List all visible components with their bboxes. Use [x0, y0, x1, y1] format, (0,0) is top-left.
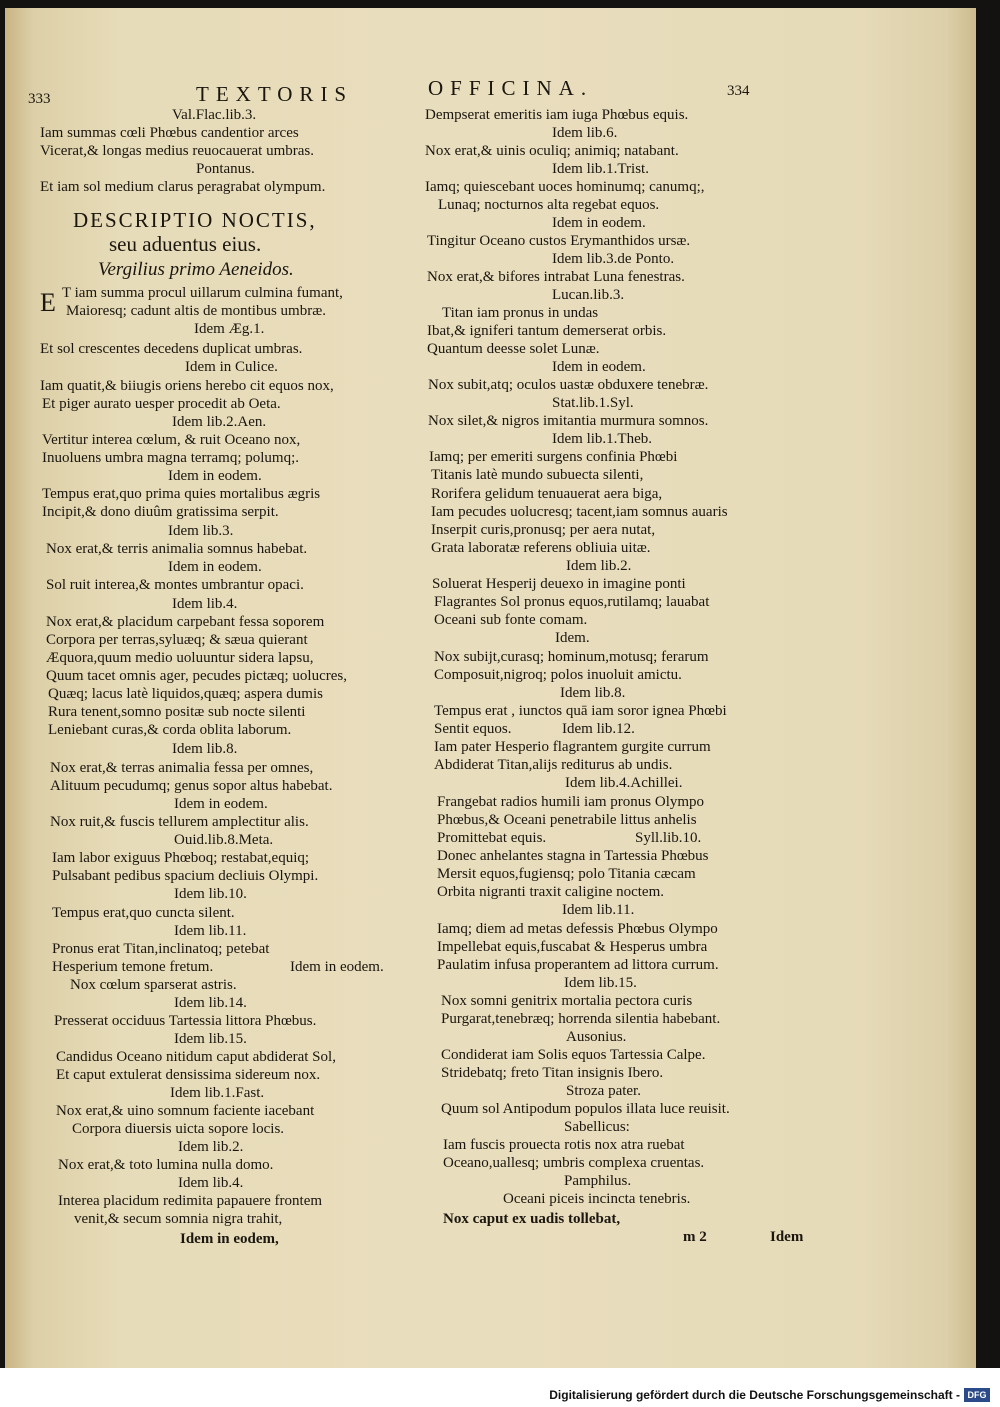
text-line: Idem lib.15.: [564, 975, 637, 991]
text-line: Corpora diuersis uicta sopore locis.: [72, 1121, 285, 1137]
text-line: Idem in eodem.: [552, 215, 646, 231]
text-line: Et iam sol medium clarus peragrabat olympum.: [40, 179, 326, 195]
text-line: Idem lib.14.: [174, 995, 247, 1011]
text-line: Idem lib.1.Theb.: [552, 431, 652, 447]
text-line: Idem lib.4.: [172, 596, 238, 612]
text-line: Idem in eodem.: [552, 359, 646, 375]
text-line: Candidus Oceano nitidum caput abdiderat Sol,: [56, 1049, 336, 1065]
text-line: Tempus erat , iunctos quā iam soror ignea Phœbi: [434, 703, 727, 719]
text-line: Et caput extulerat densissima sidereum nox.: [56, 1067, 321, 1083]
text-line: Impellebat equis,fuscabat & Hesperus umbra: [437, 939, 708, 955]
text-line: Purgarat,tenebræq; horrenda silentia habebant.: [441, 1011, 721, 1027]
text-line: Grata laboratæ referens obliuia uitæ.: [431, 540, 651, 556]
text-line: Nox silet,& nigros imitantia murmura somnos.: [428, 413, 709, 429]
text-line: Nox erat,& placidum carpebant fessa soporem: [46, 614, 325, 630]
text-line: Abdiderat Titan,alijs rediturus ab undis.: [434, 757, 673, 773]
text-line: Æquora,quum medio uoluuntur sidera lapsu,: [46, 650, 314, 666]
text-line: Donec anhelantes stagna in Tartessia Phœbus: [437, 848, 709, 864]
text-line: Nox erat,& toto lumina nulla domo.: [58, 1157, 274, 1173]
text-line: Soluerat Hesperij deuexo in imagine ponti: [432, 576, 686, 592]
text-line: Idem lib.11.: [562, 902, 635, 918]
text-line: Iam labor exiguus Phœboq; restabat,equiq;: [52, 850, 310, 866]
text-line: Quæq; lacus latè liquidos,quæq; aspera dumis: [48, 686, 323, 702]
text-line: Val.Flac.lib.3.: [172, 107, 257, 123]
text-line: Idem Æg.1.: [194, 321, 265, 337]
text-line: Nox erat,& terras animalia fessa per omnes,: [50, 760, 314, 776]
text-line: Inserpit curis,pronusq; per aera nutat,: [431, 522, 656, 538]
text-line: Iamq; per emeriti surgens confinia Phœbi: [429, 449, 678, 465]
text-line: Ouid.lib.8.Meta.: [174, 832, 274, 848]
text-line: Idem in Culice.: [185, 359, 278, 375]
text-line: T iam summa procul uillarum culmina fumant,: [62, 285, 343, 301]
text-line: Inuoluens umbra magna terramq; polumq;.: [42, 450, 300, 466]
text-line: Idem lib.3.: [168, 523, 234, 539]
text-line: Sol ruit interea,& montes umbrantur opaci.: [46, 577, 304, 593]
text-line: Idem lib.4.Achillei.: [565, 775, 683, 791]
text-line: Vertitur interea cœlum, & ruit Oceano nox,: [42, 432, 301, 448]
running-header-title-right: OFFICINA.: [428, 76, 594, 100]
text-line: Nox cœlum sparserat astris.: [70, 977, 237, 993]
text-line: Idem in eodem.: [168, 559, 262, 575]
text-line: Vicerat,& longas medius reuocauerat umbras.: [40, 143, 314, 159]
text-line: Iam quatit,& biiugis oriens herebo cit equos nox,: [40, 378, 334, 394]
text-line: Oceani sub fonte comam.: [434, 612, 588, 628]
text-line: Promittebat equis.: [437, 830, 547, 846]
text-line: Nox erat,& uino somnum faciente iacebant: [56, 1103, 315, 1119]
text-line: Tempus erat,quo prima quies mortalibus ægris: [42, 486, 321, 502]
text-line: Stroza pater.: [566, 1083, 641, 1099]
text-line: Quum sol Antipodum populos illata luce reuisit.: [441, 1101, 730, 1117]
text-line: Sentit equos.: [434, 721, 512, 737]
text-line: Iamq; diem ad metas defessis Phœbus Olympo: [437, 921, 718, 937]
text-line: Idem lib.6.: [552, 125, 618, 141]
text-line: Nox somni genitrix mortalia pectora curis: [441, 993, 693, 1009]
text-line: Nox caput ex uadis tollebat,: [443, 1211, 621, 1227]
text-line: Hesperium temone fretum.: [52, 959, 214, 975]
text-line: Idem lib.2.Aen.: [172, 414, 267, 430]
text-line: Oceano,uallesq; umbris complexa cruentas.: [443, 1155, 705, 1171]
running-header-title-left: TEXTORIS: [196, 82, 354, 106]
text-line: Phœbus,& Oceani penetrabile littus anhelis: [437, 812, 697, 828]
text-line: Pamphilus.: [564, 1173, 632, 1189]
text-line: Mersit equos,fugiensq; polo Titania cæcam: [437, 866, 696, 882]
text-line: Idem lib.1.Fast.: [170, 1085, 265, 1101]
footer: [0, 1368, 1000, 1407]
text-line: Stridebatq; freto Titan insignis Ibero.: [441, 1065, 664, 1081]
text-line: Paulatim infusa properantem ad littora currum.: [437, 957, 719, 973]
text-line: Alituum pecudumq; genus sopor altus habebat.: [50, 778, 333, 794]
text-line: Idem.: [555, 630, 590, 646]
text-line: Idem lib.4.: [178, 1175, 244, 1191]
text-line: Iamq; quiescebant uoces hominumq; canumq;,: [425, 179, 705, 195]
text-line: Idem in eodem,: [180, 1231, 279, 1247]
text-line: Idem in eodem.: [174, 796, 268, 812]
text-line: Incipit,& dono diuûm gratissima serpit.: [42, 504, 279, 520]
text-line: Ausonius.: [566, 1029, 627, 1045]
text-line: Pulsabant pedibus spacium decliuis Olympi.: [52, 868, 319, 884]
text-line: Iam fuscis prouecta rotis nox atra ruebat: [443, 1137, 685, 1153]
dfg-logo: DFG: [964, 1388, 990, 1402]
text-line: m 2: [683, 1229, 707, 1245]
text-line: Idem lib.3.de Ponto.: [552, 251, 675, 267]
text-line: Presserat occiduus Tartessia littora Phœbus.: [54, 1013, 317, 1029]
text-line: Idem lib.11.: [174, 923, 247, 939]
text-line: Vergilius primo Aeneidos.: [98, 259, 294, 280]
text-line: Nox erat,& uinis oculiq; animiq; natabant.: [425, 143, 679, 159]
text-line: Nox subit,atq; oculos uastæ obduxere tenebræ.: [428, 377, 709, 393]
running-header-page-right: 334: [727, 83, 750, 99]
text-line: Et piger aurato uesper procedit ab Oeta.: [42, 396, 281, 412]
text-line: Nox erat,& bifores intrabat Luna fenestras.: [427, 269, 685, 285]
footer-credit: Digitalisierung gefördert durch die Deutsche Forschungsgemeinschaft -: [549, 1388, 960, 1402]
text-line: Corpora per terras,syluæq; & sæua quierant: [46, 632, 308, 648]
text-line: Composuit,nigroq; polos inuoluit amictu.: [434, 667, 682, 683]
text-line: Lucan.lib.3.: [552, 287, 625, 303]
text-line: Nox subijt,curasq; hominum,motusq; ferarum: [434, 649, 709, 665]
text-line: Nox ruit,& fuscis tellurem amplectitur alis.: [50, 814, 309, 830]
text-line: Iam pecudes uolucresq; tacent,iam somnus auaris: [431, 504, 728, 520]
text-line: Tingitur Oceano custos Erymanthidos ursæ.: [427, 233, 691, 249]
text-line: Oceani piceis incincta tenebris.: [503, 1191, 691, 1207]
text-line: Pontanus.: [196, 161, 255, 177]
text-line: Quum tacet omnis ager, pecudes pictæq; uolucres,: [46, 668, 347, 684]
text-line: Interea placidum redimita papauere frontem: [58, 1193, 323, 1209]
text-line: Lunaq; nocturnos alta regebat equos.: [438, 197, 660, 213]
text-line: Iam pater Hesperio flagrantem gurgite currum: [434, 739, 711, 755]
text-line: seu aduentus eius.: [109, 232, 262, 256]
text-line: Idem: [770, 1229, 804, 1245]
text-line: Idem lib.8.: [560, 685, 626, 701]
text-line: Dempserat emeritis iam iuga Phœbus equis.: [425, 107, 689, 123]
text-line: Titanis latè mundo subuecta silenti,: [431, 467, 644, 483]
text-line: Idem lib.2.: [566, 558, 632, 574]
text-line: Orbita nigranti traxit caligine noctem.: [437, 884, 665, 900]
text-line: Frangebat radios humili iam pronus Olympo: [437, 794, 705, 810]
text-line: Titan iam pronus in undas: [442, 305, 599, 321]
text-line: Nox erat,& terris animalia somnus habebat.: [46, 541, 308, 557]
text-line: Tempus erat,quo cuncta silent.: [52, 905, 235, 921]
text-line: Quantum deesse solet Lunæ.: [427, 341, 600, 357]
text-line: Pronus erat Titan,inclinatoq; petebat: [52, 941, 270, 957]
text-line: Leniebant curas,& corda oblita laborum.: [48, 722, 292, 738]
text-line: Idem lib.2.: [178, 1139, 244, 1155]
text-line: Idem in eodem.: [168, 468, 262, 484]
text-line: Condiderat iam Solis equos Tartessia Calpe.: [441, 1047, 706, 1063]
text-line: DESCRIPTIO NOCTIS,: [73, 208, 317, 232]
text-line: Idem lib.15.: [174, 1031, 247, 1047]
text-line: Iam summas cœli Phœbus candentior arces: [40, 125, 299, 141]
text-line: Stat.lib.1.Syl.: [552, 395, 634, 411]
text-line: Idem lib.8.: [172, 741, 238, 757]
text-line: Rorifera gelidum tenuauerat aera biga,: [431, 486, 663, 502]
text-line: Idem lib.1.Trist.: [552, 161, 649, 177]
text-line: Idem in eodem.: [290, 959, 384, 975]
running-header-page-left: 333: [28, 91, 51, 107]
text-line: Maioresq; cadunt altis de montibus umbræ.: [66, 303, 326, 319]
text-line: Sabellicus:: [564, 1119, 630, 1135]
text-line: Syll.lib.10.: [635, 830, 702, 846]
text-line: Idem lib.12.: [562, 721, 635, 737]
text-line: Idem lib.10.: [174, 886, 247, 902]
text-line: Et sol crescentes decedens duplicat umbras.: [40, 341, 303, 357]
text-line: Flagrantes Sol pronus equos,rutilamq; lauabat: [434, 594, 710, 610]
text-line: Ibat,& igniferi tantum demerserat orbis.: [427, 323, 667, 339]
text-line: Rura tenent,somno positæ sub nocte silenti: [48, 704, 306, 720]
text-line: E: [40, 288, 56, 317]
text-line: venit,& secum somnia nigra trahit,: [74, 1211, 283, 1227]
